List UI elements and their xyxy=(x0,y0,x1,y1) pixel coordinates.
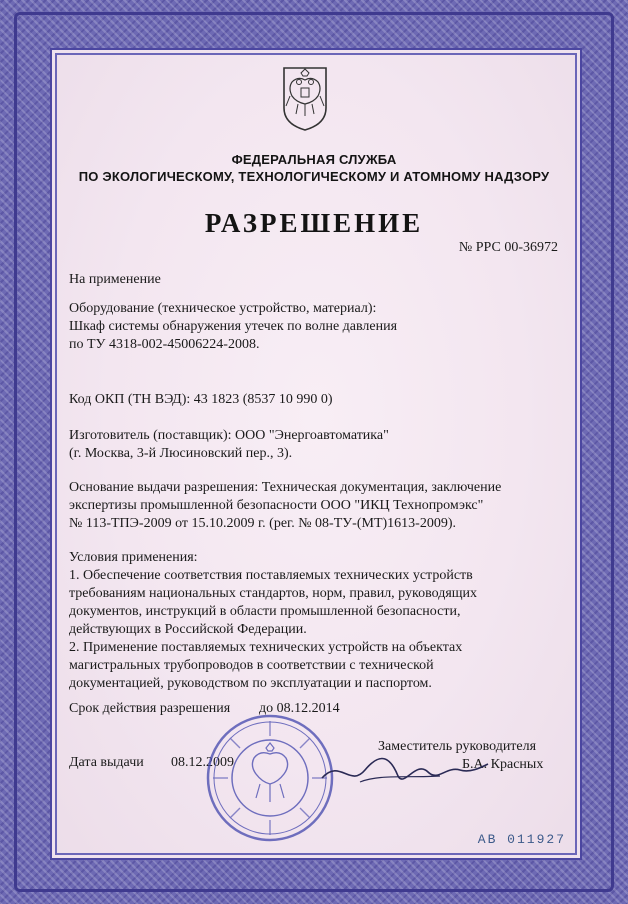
coat-of-arms-icon xyxy=(280,66,330,132)
equipment-line1: Шкаф системы обнаружения утечек по волне давления xyxy=(69,319,398,334)
condition-line: требованиям национальных стандартов, норм, правил, руководящих xyxy=(69,586,478,601)
equipment-label: Оборудование (техническое устройство, материал): xyxy=(69,301,377,316)
equipment-line2: по ТУ 4318-002-45006224-2008. xyxy=(69,337,260,352)
signature-icon xyxy=(320,748,490,798)
validity-label: Срок действия разрешения xyxy=(69,701,231,716)
manufacturer-line2: (г. Москва, 3-й Люсиновский пер., 3). xyxy=(69,446,293,461)
conditions-label: Условия применения: xyxy=(69,550,198,565)
form-serial-number: АВ 011927 xyxy=(477,832,566,847)
agency-name-line2: ПО ЭКОЛОГИЧЕСКОМУ, ТЕХНОЛОГИЧЕСКОМУ И АТОМНОМУ НАДЗОРУ xyxy=(78,169,550,184)
application-label: На применение xyxy=(69,272,161,287)
basis-line3: № 113-ТПЭ-2009 от 15.10.2009 г. (рег. № 08-ТУ-(МТ)1613-2009). xyxy=(69,516,456,531)
signatory-name: Б.А. Красных xyxy=(462,757,544,772)
condition-line: магистральных трубопроводов в соответствии с технической xyxy=(69,658,434,673)
okp-code: Код ОКП (ТН ВЭД): 43 1823 (8537 10 990 0) xyxy=(69,392,333,407)
condition-line: 1. Обеспечение соответствия поставляемых технических устройств xyxy=(69,568,473,583)
basis-line1: Основание выдачи разрешения: Техническая документация, заключение xyxy=(69,480,502,495)
condition-line: документацией, руководством по эксплуатации и паспортом. xyxy=(69,676,432,691)
manufacturer-line1: Изготовитель (поставщик): ООО "Энергоавтоматика" xyxy=(69,428,389,443)
signatory-position: Заместитель руководителя xyxy=(378,739,537,754)
condition-line: документов, инструкций в области промышленной безопасности, xyxy=(69,604,461,619)
condition-line: 2. Применение поставляемых технических устройств на объектах xyxy=(69,640,463,655)
issue-date-label: Дата выдачи xyxy=(69,755,144,770)
validity-date: до 08.12.2014 xyxy=(259,701,340,716)
basis-line2: экспертизы промышленной безопасности ООО "ИКЦ Технопромэкс" xyxy=(69,498,484,513)
official-seal-icon xyxy=(204,712,336,844)
condition-line: действующих в Российской Федерации. xyxy=(69,622,307,637)
agency-name-line1: ФЕДЕРАЛЬНАЯ СЛУЖБА xyxy=(231,152,397,167)
permit-number: № РРС 00-36972 xyxy=(458,240,558,255)
issue-date: 08.12.2009 xyxy=(171,755,234,770)
document-title: РАЗРЕШЕНИЕ xyxy=(204,208,424,238)
